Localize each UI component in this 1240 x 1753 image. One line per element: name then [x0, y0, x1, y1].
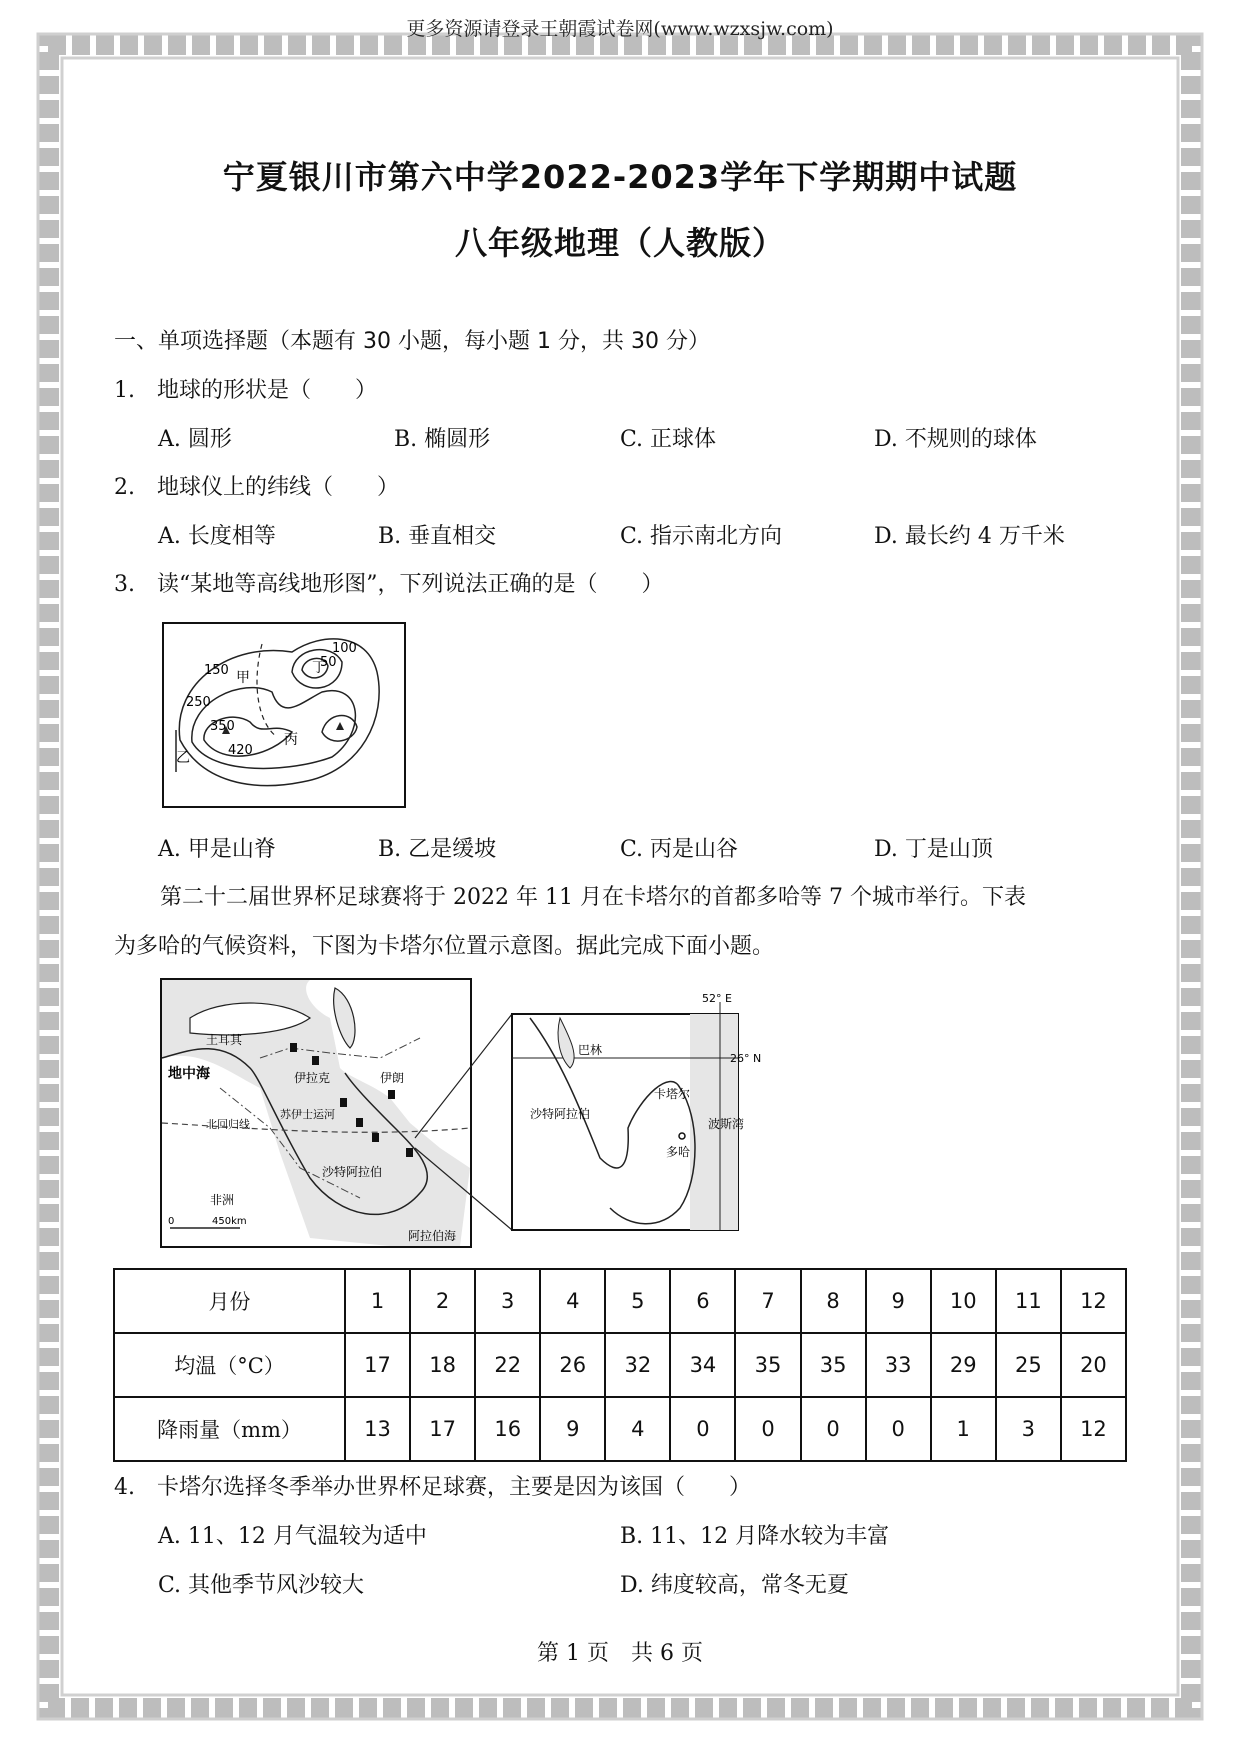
label-tropic-of-cancer: 北回归线 [206, 1118, 250, 1131]
temp-cell: 32 [605, 1333, 670, 1397]
rain-cell: 0 [735, 1397, 800, 1461]
table-header-month: 月份 [114, 1269, 345, 1333]
label-africa: 非洲 [210, 1193, 235, 1207]
month-cell: 1 [345, 1269, 410, 1333]
q2-option-d: D. 最长约 4 万千米 [874, 524, 1065, 549]
month-cell: 12 [1061, 1269, 1126, 1333]
exam-title: 宁夏银川市第六中学2022-2023学年下学期期中试题 [222, 158, 1018, 196]
temp-cell: 25 [996, 1333, 1061, 1397]
qatar-location-map [160, 978, 762, 1250]
month-cell: 3 [475, 1269, 540, 1333]
label-arabian-sea: 阿拉伯海 [408, 1229, 457, 1243]
rain-cell: 17 [410, 1397, 475, 1461]
temp-cell: 29 [931, 1333, 996, 1397]
inset-label-saudi-arabia: 沙特阿拉伯 [530, 1107, 591, 1121]
temp-cell: 17 [345, 1333, 410, 1397]
q1-option-d: D. 不规则的球体 [874, 427, 1037, 452]
table-row-rainfall [114, 1397, 1126, 1461]
month-cell: 6 [670, 1269, 735, 1333]
passage-line-1: 第二十二届世界杯足球赛将于 2022 年 11 月在卡塔尔的首都多哈等 7 个城市举行。下表 [160, 885, 1026, 910]
q2-option-b: B. 垂直相交 [378, 524, 497, 549]
contour-label-250: 250 [186, 695, 211, 710]
month-cell: 5 [605, 1269, 670, 1333]
q3-option-c: C. 丙是山谷 [620, 837, 739, 862]
contour-label-150: 150 [204, 663, 229, 678]
q2-option-c: C. 指示南北方向 [620, 524, 783, 549]
month-cell: 7 [735, 1269, 800, 1333]
question-2-stem: 2. 地球仪上的纬线（ ） [114, 475, 399, 500]
doha-marker [679, 1133, 685, 1139]
exam-subtitle: 八年级地理（人教版） [454, 224, 785, 262]
temp-cell: 35 [735, 1333, 800, 1397]
table-row-months [114, 1269, 1126, 1333]
scale-distance: 450km [212, 1216, 247, 1227]
table-row-temperature [114, 1333, 1126, 1397]
label-iran: 伊朗 [380, 1071, 405, 1085]
question-1-stem: 1. 地球的形状是（ ） [114, 378, 377, 403]
doha-climate-table [113, 1268, 1127, 1462]
temp-cell: 35 [801, 1333, 866, 1397]
month-cell: 10 [931, 1269, 996, 1333]
label-suez-canal: 苏伊士运河 [280, 1108, 335, 1121]
label-iraq: 伊拉克 [294, 1071, 331, 1085]
contour-map-figure [162, 622, 406, 808]
temp-cell: 20 [1061, 1333, 1126, 1397]
q1-option-a: A. 圆形 [158, 427, 232, 452]
rain-cell: 9 [540, 1397, 605, 1461]
page-number: 第 1 页 共 6 页 [537, 1641, 703, 1666]
rain-cell: 3 [996, 1397, 1061, 1461]
contour-label-50: 50 [320, 655, 337, 670]
contour-label-100: 100 [332, 641, 357, 656]
temp-cell: 18 [410, 1333, 475, 1397]
label-mediterranean: 地中海 [168, 1066, 210, 1082]
month-cell: 11 [996, 1269, 1061, 1333]
rain-cell: 1 [931, 1397, 996, 1461]
elevation-label-420: 420 [228, 743, 253, 758]
rain-cell: 0 [670, 1397, 735, 1461]
temp-cell: 33 [866, 1333, 931, 1397]
inset-label-bahrain: 巴林 [578, 1043, 603, 1057]
source-banner: 更多资源请登录王朝霞试卷网(www.wzxsjw.com) [406, 18, 834, 40]
section-heading: 一、单项选择题（本题有 30 小题，每小题 1 分，共 30 分） [114, 329, 710, 354]
rain-cell: 16 [475, 1397, 540, 1461]
contour-label-350: 350 [210, 719, 235, 734]
q4-option-d: D. 纬度较高，常冬无夏 [620, 1573, 849, 1598]
month-cell: 2 [410, 1269, 475, 1333]
point-label-ding: 丁 [312, 660, 326, 676]
month-cell: 9 [866, 1269, 931, 1333]
q4-option-b: B. 11、12 月降水较为丰富 [620, 1524, 890, 1549]
inset-label-persian-gulf: 波斯湾 [708, 1117, 745, 1131]
month-cell: 8 [801, 1269, 866, 1333]
scale-zero: 0 [168, 1216, 175, 1227]
temp-cell: 26 [540, 1333, 605, 1397]
q1-option-c: C. 正球体 [620, 427, 717, 452]
inset-label-doha: 多哈 [666, 1145, 691, 1159]
q3-option-a: A. 甲是山脊 [158, 837, 276, 862]
passage-line-2: 为多哈的气候资料，下图为卡塔尔位置示意图。据此完成下面小题。 [114, 934, 775, 959]
q3-option-b: B. 乙是缓坡 [378, 837, 497, 862]
q2-option-a: A. 长度相等 [158, 524, 276, 549]
rain-cell: 12 [1061, 1397, 1126, 1461]
table-header-temperature: 均温（°C） [114, 1333, 345, 1397]
q4-option-a: A. 11、12 月气温较为适中 [158, 1524, 427, 1549]
rain-cell: 0 [866, 1397, 931, 1461]
label-saudi-arabia: 沙特阿拉伯 [322, 1165, 383, 1179]
q4-option-c: C. 其他季节风沙较大 [158, 1573, 365, 1598]
rain-cell: 0 [801, 1397, 866, 1461]
table-header-rainfall: 降雨量（mm） [114, 1397, 345, 1461]
rain-cell: 13 [345, 1397, 410, 1461]
inset-label-52e: 52° E [702, 992, 732, 1005]
point-label-jia: 甲 [236, 670, 250, 686]
rain-cell: 4 [605, 1397, 670, 1461]
inset-label-26n: 26° N [730, 1052, 762, 1065]
point-label-bing: 丙 [284, 732, 298, 748]
question-3-stem: 3. 读“某地等高线地形图”，下列说法正确的是（ ） [114, 572, 664, 597]
temp-cell: 22 [475, 1333, 540, 1397]
q1-option-b: B. 椭圆形 [394, 427, 491, 452]
month-cell: 4 [540, 1269, 605, 1333]
q3-option-d: D. 丁是山顶 [874, 837, 993, 862]
temp-cell: 34 [670, 1333, 735, 1397]
question-4-stem: 4. 卡塔尔选择冬季举办世界杯足球赛，主要是因为该国（ ） [114, 1475, 751, 1500]
point-label-yi: 乙 [176, 750, 190, 766]
inset-label-qatar: 卡塔尔 [654, 1087, 691, 1101]
label-turkey: 土耳其 [206, 1033, 243, 1047]
